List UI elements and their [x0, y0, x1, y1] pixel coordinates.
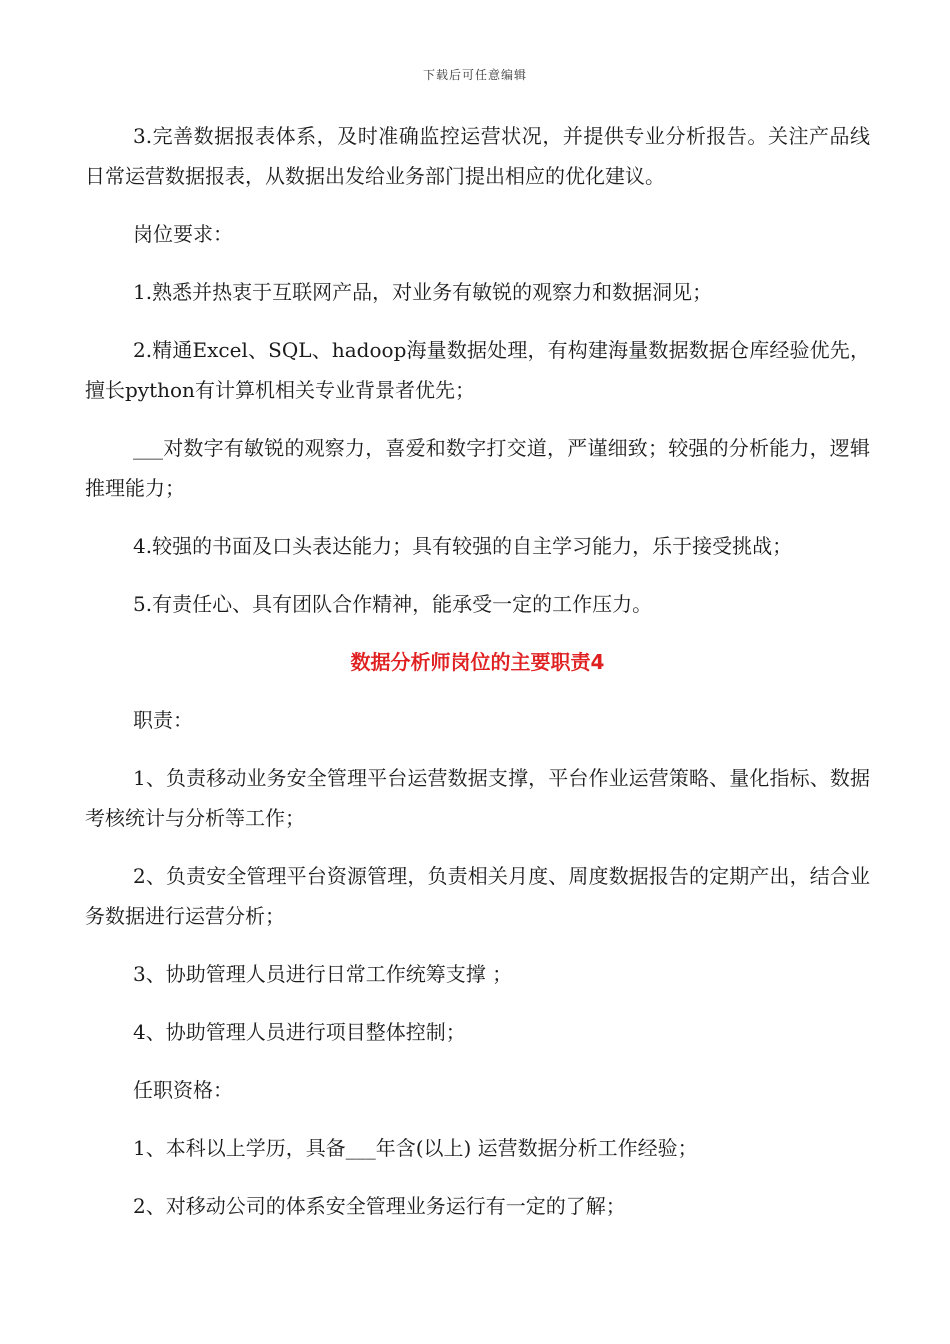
section-heading: 数据分析师岗位的主要职责4 [350, 650, 605, 674]
duty-item-1: 1、负责移动业务安全管理平台运营数据支撑，平台作业运营策略、量化指标、数据考核统计与分析等工作； [85, 766, 870, 830]
duties-title: 职责： [133, 708, 193, 732]
duty-item-3b: 3、协助管理人员进行日常工作统筹支撑 ； [133, 962, 513, 986]
requirement-item-5: 5.有责任心、具有团队合作精神，能承受一定的工作压力。 [133, 592, 653, 616]
duty-item-2: 2、负责安全管理平台资源管理，负责相关月度、周度数据报告的定期产出，结合业务数据进行运营分析； [85, 864, 870, 928]
document-body [85, 116, 870, 1244]
page-header-note: 下载后可任意编辑 [422, 68, 527, 82]
qualification-item-1: 1、本科以上学历，具备___年含(以上) 运营数据分析工作经验； [133, 1136, 698, 1160]
qualifications-title: 任职资格： [133, 1078, 233, 1102]
requirement-item-2: 2.精通Excel、SQL、hadoop海量数据处理，有构建海量数据数据仓库经验优先，擅长python有计算机相关专业背景者优先； [85, 338, 870, 402]
qualification-item-2: 2、对移动公司的体系安全管理业务运行有一定的了解； [133, 1194, 626, 1218]
duty-item-4: 4、协助管理人员进行项目整体控制； [133, 1020, 466, 1044]
requirements-title: 岗位要求： [133, 222, 233, 246]
requirement-item-1: 1.熟悉并热衷于互联网产品，对业务有敏锐的观察力和数据洞见； [133, 280, 713, 304]
requirement-item-3: ___对数字有敏锐的观察力，喜爱和数字打交道，严谨细致；较强的分析能力，逻辑推理能力； [85, 436, 870, 500]
requirement-item-4: 4.较强的书面及口头表达能力；具有较强的自主学习能力，乐于接受挑战； [133, 534, 793, 558]
duty-item-3: 3.完善数据报表体系，及时准确监控运营状况，并提供专业分析报告。关注产品线日常运营数据报表，从数据出发给业务部门提出相应的优化建议。 [85, 124, 870, 188]
